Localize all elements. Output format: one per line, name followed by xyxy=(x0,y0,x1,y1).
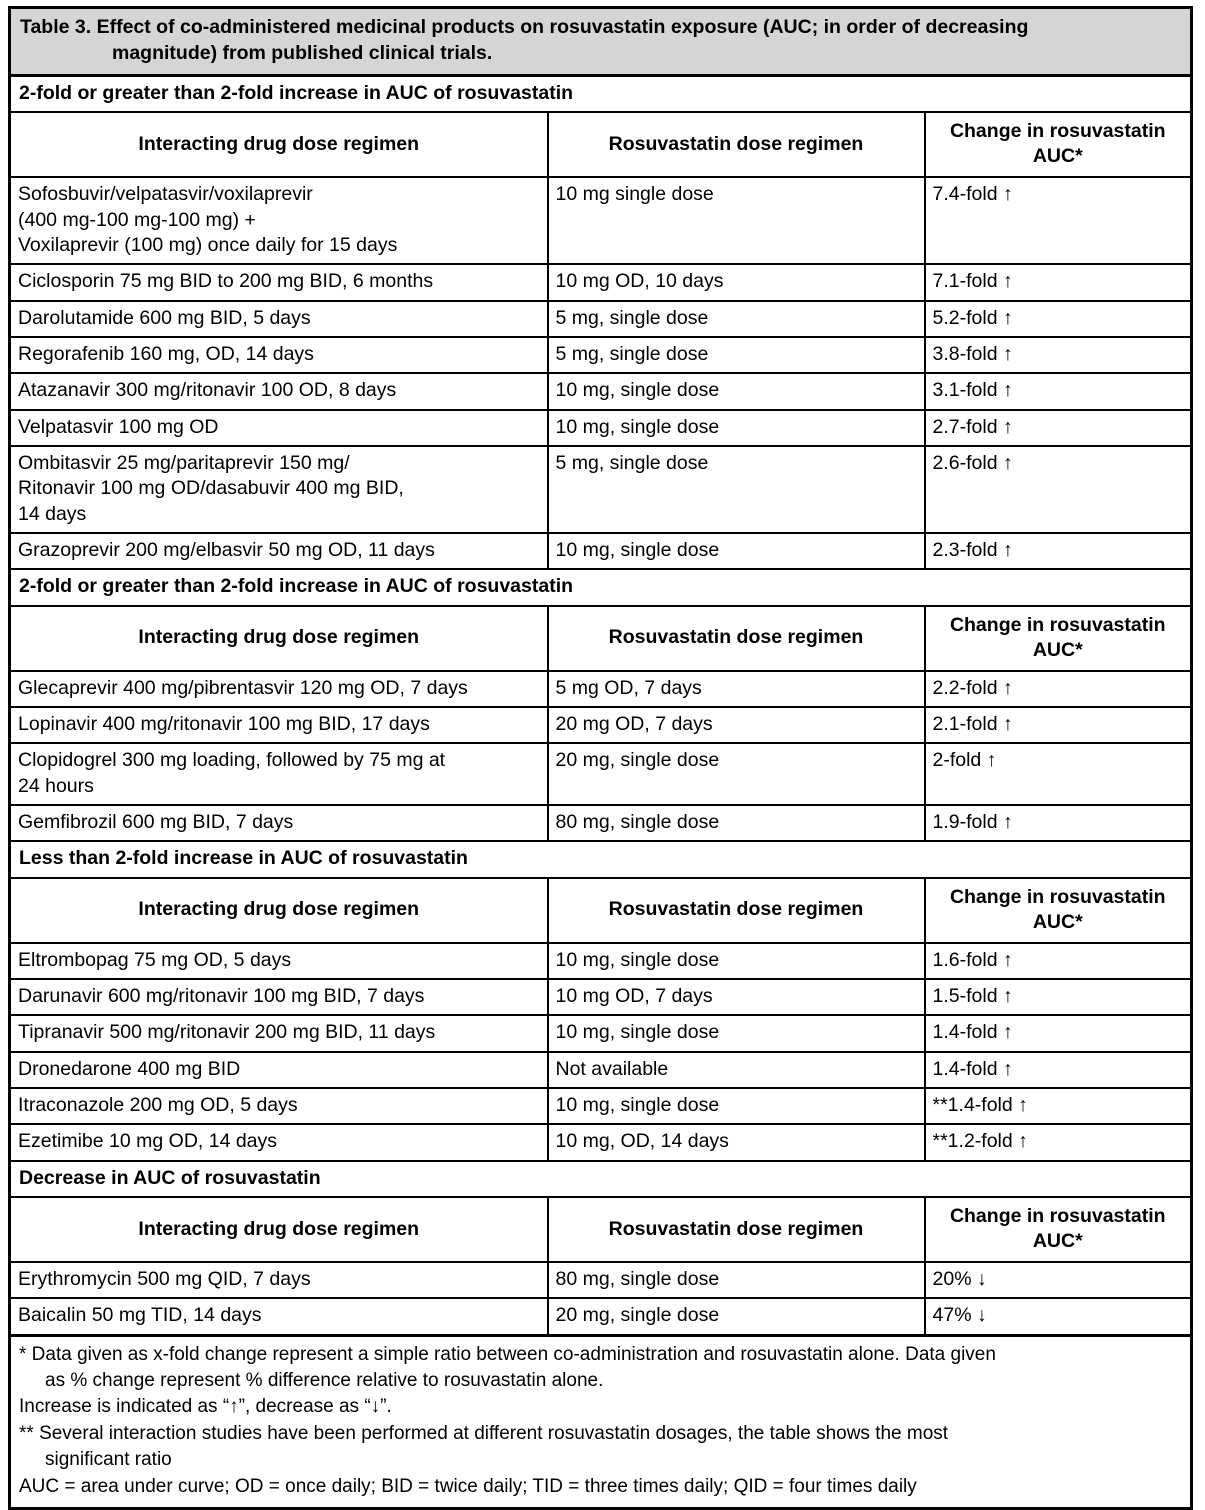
table-row xyxy=(10,177,1192,264)
cell-auc-change: 2.1-fold ↑ xyxy=(925,707,1192,743)
cell-rosuvastatin-dose: 80 mg, single dose xyxy=(548,1262,925,1298)
column-header-rosuvastatin-2: Rosuvastatin dose regimen xyxy=(548,606,925,671)
table-row xyxy=(10,1015,1192,1051)
drug-regimen-line: Sofosbuvir/velpatasvir/voxilaprevir xyxy=(18,183,313,206)
table-title-line1: Table 3. Effect of co-administered medicinal products on rosuvastatin exposure (AUC; in order of decreasing xyxy=(20,16,1029,38)
cell-rosuvastatin-dose: 5 mg OD, 7 days xyxy=(548,671,925,707)
cell-rosuvastatin-dose: Not available xyxy=(548,1052,925,1088)
column-header-row-4 xyxy=(10,1197,1192,1262)
section-banner-4: Decrease in AUC of rosuvastatin xyxy=(10,1161,1192,1197)
drug-regimen-lines xyxy=(18,748,540,799)
cell-auc-change: 7.1-fold ↑ xyxy=(925,264,1192,300)
cell-auc-change: 2.6-fold ↑ xyxy=(925,446,1192,533)
cell-interacting-drug: Regorafenib 160 mg, OD, 14 days xyxy=(10,337,548,373)
cell-rosuvastatin-dose: 10 mg, OD, 14 days xyxy=(548,1124,925,1160)
cell-interacting-drug xyxy=(10,446,548,533)
cell-auc-change: 3.1-fold ↑ xyxy=(925,373,1192,409)
cell-auc-change: 5.2-fold ↑ xyxy=(925,301,1192,337)
table-footnotes-row xyxy=(10,1335,1192,1508)
column-header-change-2 xyxy=(925,606,1192,671)
table-row xyxy=(10,1298,1192,1335)
drug-regimen-line: Ritonavir 100 mg OD/dasabuvir 400 mg BID, xyxy=(18,477,404,500)
column-header-change-line1-2: Change in rosuvastatin xyxy=(949,613,1166,636)
cell-rosuvastatin-dose: 10 mg, single dose xyxy=(548,1015,925,1051)
cell-interacting-drug: Lopinavir 400 mg/ritonavir 100 mg BID, 17 days xyxy=(10,707,548,743)
cell-auc-change: 7.4-fold ↑ xyxy=(925,177,1192,264)
table-row xyxy=(10,1124,1192,1160)
table-title-cell xyxy=(10,8,1192,76)
cell-rosuvastatin-dose: 10 mg, single dose xyxy=(548,410,925,446)
footnote-asterisk-line2: as % change represent % difference relative to rosuvastatin alone. xyxy=(45,1369,604,1391)
table-row xyxy=(10,707,1192,743)
table-title-row xyxy=(10,8,1192,76)
column-header-interacting-drug-4: Interacting drug dose regimen xyxy=(10,1197,548,1262)
section-banner-row-1 xyxy=(10,75,1192,112)
cell-rosuvastatin-dose: 10 mg OD, 10 days xyxy=(548,264,925,300)
cell-interacting-drug: Grazoprevir 200 mg/elbasvir 50 mg OD, 11 days xyxy=(10,533,548,569)
cell-interacting-drug: Erythromycin 500 mg QID, 7 days xyxy=(10,1262,548,1298)
cell-auc-change: 47% ↓ xyxy=(925,1298,1192,1335)
cell-interacting-drug: Baicalin 50 mg TID, 14 days xyxy=(10,1298,548,1335)
drug-regimen-lines xyxy=(18,451,540,527)
column-header-rosuvastatin-1: Rosuvastatin dose regimen xyxy=(548,112,925,177)
cell-rosuvastatin-dose: 5 mg, single dose xyxy=(548,446,925,533)
drug-regimen-line: Voxilaprevir (100 mg) once daily for 15 days xyxy=(18,233,398,256)
cell-rosuvastatin-dose: 5 mg, single dose xyxy=(548,301,925,337)
cell-auc-change: 1.4-fold ↑ xyxy=(925,1015,1192,1051)
column-header-row-3 xyxy=(10,878,1192,943)
cell-interacting-drug: Itraconazole 200 mg OD, 5 days xyxy=(10,1088,548,1124)
table-row xyxy=(10,1262,1192,1298)
cell-interacting-drug: Eltrombopag 75 mg OD, 5 days xyxy=(10,943,548,979)
cell-auc-change: 2.7-fold ↑ xyxy=(925,410,1192,446)
cell-interacting-drug: Glecaprevir 400 mg/pibrentasvir 120 mg OD, 7 days xyxy=(10,671,548,707)
section-banner-row-3 xyxy=(10,841,1192,877)
table-title xyxy=(20,15,1181,67)
table-row xyxy=(10,743,1192,805)
drug-regimen-lines xyxy=(18,182,540,258)
cell-interacting-drug: Velpatasvir 100 mg OD xyxy=(10,410,548,446)
section-banner-row-4 xyxy=(10,1161,1192,1197)
footnote-arrow-legend: Increase is indicated as “↑”, decrease as “↓”. xyxy=(19,1396,392,1418)
cell-auc-change: 2.2-fold ↑ xyxy=(925,671,1192,707)
rosuvastatin-interactions-table xyxy=(8,6,1193,1510)
column-header-change-4 xyxy=(925,1197,1192,1262)
cell-rosuvastatin-dose: 20 mg, single dose xyxy=(548,743,925,805)
cell-rosuvastatin-dose: 5 mg, single dose xyxy=(548,337,925,373)
table-row xyxy=(10,446,1192,533)
table-row xyxy=(10,805,1192,841)
cell-auc-change: 3.8-fold ↑ xyxy=(925,337,1192,373)
column-header-change-line2-2: AUC* xyxy=(1032,638,1083,661)
cell-rosuvastatin-dose: 80 mg, single dose xyxy=(548,805,925,841)
column-header-interacting-drug-3: Interacting drug dose regimen xyxy=(10,878,548,943)
drug-regimen-line: Clopidogrel 300 mg loading, followed by 75 mg at xyxy=(18,749,446,772)
table-row xyxy=(10,533,1192,569)
cell-interacting-drug: Dronedarone 400 mg BID xyxy=(10,1052,548,1088)
column-header-change-1 xyxy=(925,112,1192,177)
cell-interacting-drug: Darunavir 600 mg/ritonavir 100 mg BID, 7 days xyxy=(10,979,548,1015)
footnote-abbreviations: AUC = area under curve; OD = once daily; BID = twice daily; TID = three times daily; QID = four times daily xyxy=(19,1475,917,1497)
table-row xyxy=(10,264,1192,300)
column-header-change-line2-3: AUC* xyxy=(1032,910,1083,933)
table-title-line2: magnitude) from published clinical trials. xyxy=(112,41,493,64)
table-row xyxy=(10,301,1192,337)
drug-regimen-line: 24 hours xyxy=(18,774,94,797)
cell-rosuvastatin-dose: 10 mg, single dose xyxy=(548,943,925,979)
cell-auc-change: 1.9-fold ↑ xyxy=(925,805,1192,841)
cell-auc-change: **1.4-fold ↑ xyxy=(925,1088,1192,1124)
cell-auc-change: 2.3-fold ↑ xyxy=(925,533,1192,569)
section-banner-1: 2-fold or greater than 2-fold increase in AUC of rosuvastatin xyxy=(10,75,1192,112)
cell-rosuvastatin-dose: 20 mg, single dose xyxy=(548,1298,925,1335)
footnote-asterisk xyxy=(19,1342,1181,1394)
cell-interacting-drug xyxy=(10,743,548,805)
cell-rosuvastatin-dose: 10 mg, single dose xyxy=(548,1088,925,1124)
table-row xyxy=(10,1052,1192,1088)
cell-rosuvastatin-dose: 10 mg, single dose xyxy=(548,533,925,569)
section-banner-2: 2-fold or greater than 2-fold increase in AUC of rosuvastatin xyxy=(10,569,1192,605)
cell-interacting-drug: Gemfibrozil 600 mg BID, 7 days xyxy=(10,805,548,841)
column-header-change-line1-1: Change in rosuvastatin xyxy=(949,120,1166,143)
cell-auc-change: 1.5-fold ↑ xyxy=(925,979,1192,1015)
cell-interacting-drug: Ciclosporin 75 mg BID to 200 mg BID, 6 months xyxy=(10,264,548,300)
table-footnotes xyxy=(10,1335,1192,1508)
footnote-double-asterisk-line2: significant ratio xyxy=(45,1449,172,1471)
table-row xyxy=(10,337,1192,373)
drug-regimen-line: 14 days xyxy=(18,502,87,525)
column-header-change-line2-1: AUC* xyxy=(1032,145,1083,168)
footnote-asterisk-line1: * Data given as x-fold change represent a simple ratio between co-administration and rosuvastatin alone. Data given xyxy=(19,1343,996,1365)
column-header-row-1 xyxy=(10,112,1192,177)
drug-regimen-line: Ombitasvir 25 mg/paritaprevir 150 mg/ xyxy=(18,451,350,474)
column-header-change-line1-3: Change in rosuvastatin xyxy=(949,885,1166,908)
table-row xyxy=(10,410,1192,446)
column-header-interacting-drug-2: Interacting drug dose regimen xyxy=(10,606,548,671)
cell-rosuvastatin-dose: 10 mg, single dose xyxy=(548,373,925,409)
cell-rosuvastatin-dose: 10 mg single dose xyxy=(548,177,925,264)
cell-interacting-drug xyxy=(10,177,548,264)
footnote-double-asterisk-line1: ** Several interaction studies have been performed at different rosuvastatin dosages, the table shows the most xyxy=(19,1423,949,1445)
cell-auc-change: **1.2-fold ↑ xyxy=(925,1124,1192,1160)
cell-interacting-drug: Tipranavir 500 mg/ritonavir 200 mg BID, 11 days xyxy=(10,1015,548,1051)
table-row xyxy=(10,1088,1192,1124)
cell-auc-change: 20% ↓ xyxy=(925,1262,1192,1298)
column-header-row-2 xyxy=(10,606,1192,671)
table-row xyxy=(10,671,1192,707)
cell-rosuvastatin-dose: 20 mg OD, 7 days xyxy=(548,707,925,743)
table-row xyxy=(10,373,1192,409)
cell-rosuvastatin-dose: 10 mg OD, 7 days xyxy=(548,979,925,1015)
section-banner-row-2 xyxy=(10,569,1192,605)
section-banner-3: Less than 2-fold increase in AUC of rosuvastatin xyxy=(10,841,1192,877)
cell-auc-change: 1.4-fold ↑ xyxy=(925,1052,1192,1088)
footnote-double-asterisk xyxy=(19,1421,1181,1473)
column-header-rosuvastatin-4: Rosuvastatin dose regimen xyxy=(548,1197,925,1262)
cell-auc-change: 1.6-fold ↑ xyxy=(925,943,1192,979)
cell-auc-change: 2-fold ↑ xyxy=(925,743,1192,805)
table-row xyxy=(10,943,1192,979)
column-header-rosuvastatin-3: Rosuvastatin dose regimen xyxy=(548,878,925,943)
table-row xyxy=(10,979,1192,1015)
column-header-interacting-drug-1: Interacting drug dose regimen xyxy=(10,112,548,177)
table-body xyxy=(10,8,1192,1509)
column-header-change-line1-4: Change in rosuvastatin xyxy=(949,1205,1166,1228)
cell-interacting-drug: Ezetimibe 10 mg OD, 14 days xyxy=(10,1124,548,1160)
drug-regimen-line: (400 mg-100 mg-100 mg) + xyxy=(18,208,256,231)
column-header-change-3 xyxy=(925,878,1192,943)
cell-interacting-drug: Darolutamide 600 mg BID, 5 days xyxy=(10,301,548,337)
cell-interacting-drug: Atazanavir 300 mg/ritonavir 100 OD, 8 days xyxy=(10,373,548,409)
column-header-change-line2-4: AUC* xyxy=(1032,1230,1083,1253)
